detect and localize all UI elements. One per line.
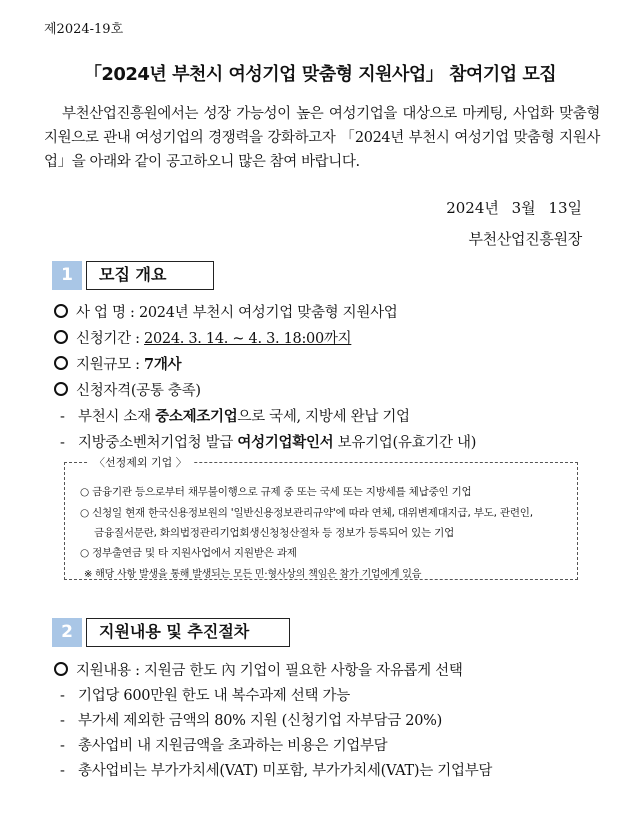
intro-paragraph: 부천산업진흥원에서는 성장 가능성이 높은 여성기업을 대상으로 마케팅, 사업화 맞춤형 지원으로 관내 여성기업의 경쟁력을 강화하고자 「2024년 부천시 여성기업 맞춤형 지원사업」을 아래와 같이 공고하오니 많은 참여 바랍니다. <box>44 106 600 170</box>
exclusion-item: ○ 금융기관 등으로부터 채무불이행으로 규제 중 또는 국세 또는 지방세를 체납중인 기업 <box>80 486 472 498</box>
qual2-post: 보유기업(유효기간 내) <box>337 435 477 451</box>
support-scale-row <box>54 353 181 374</box>
application-period-row <box>54 327 351 348</box>
document-title: 「2024년 부천시 여성기업 맞춤형 지원사업」 참여기업 모집 <box>83 64 557 85</box>
period-value: 2024. 3. 14. ~ 4. 3. 18:00까지 <box>144 331 352 347</box>
project-name-row <box>54 301 398 322</box>
content-label: 지원내용 : <box>76 663 140 679</box>
support-item: - 총사업비 내 지원금액을 초과하는 비용은 기업부담 <box>60 738 388 754</box>
circle-bullet-icon <box>54 330 68 344</box>
exclusion-note: ※ 해당 사항 발생을 통해 발생되는 모든 민·형사상의 책임은 참가 기업에게 있음 <box>84 569 422 580</box>
exclusion-title: 〈선정제외 기업 〉 <box>88 454 193 470</box>
qual1-bold: 중소제조기업 <box>155 409 238 425</box>
section-1-number: 1 <box>52 261 82 290</box>
support-item-text: 총사업비 내 지원금액을 초과하는 비용은 기업부담 <box>78 738 388 754</box>
project-label: 사 업 명 : <box>76 305 135 321</box>
exclusion-item: ○ 신청일 현재 한국신용정보원의 '일반신용정보관리규약'에 따라 연체, 대위변제대지급, 부도, 관련인, <box>80 507 533 519</box>
circle-bullet-icon <box>54 382 68 396</box>
support-content-row <box>54 659 463 680</box>
qual2-pre: 지방중소벤처기업청 발급 <box>78 435 234 451</box>
support-item-text: 부가세 제외한 금액의 80% 지원 (신청기업 자부담금 20%) <box>78 713 442 729</box>
support-item: - 부가세 제외한 금액의 80% 지원 (신청기업 자부담금 20%) <box>60 713 442 729</box>
support-item: - 기업당 600만원 한도 내 복수과제 선택 가능 <box>60 688 350 704</box>
qual1-post: 으로 국세, 지방세 완납 기업 <box>237 409 410 425</box>
qualification-item-2: - 지방중소벤처기업청 발급 여성기업확인서 보유기업(유효기간 내) <box>60 435 477 451</box>
document-number: 제2024-19호 <box>44 22 124 37</box>
exclusion-box <box>64 462 578 580</box>
scale-value: 7개사 <box>144 356 182 373</box>
support-item: - 총사업비는 부가가치세(VAT) 미포함, 부가가치세(VAT)는 기업부담 <box>60 763 493 779</box>
exclusion-item: ○ 정부출연금 및 타 지원사업에서 지원받은 과제 <box>80 547 297 559</box>
period-label: 신청기간 : <box>76 331 140 347</box>
circle-bullet-icon <box>54 662 68 676</box>
project-value: 2024년 부천시 여성기업 맞춤형 지원사업 <box>138 305 398 321</box>
qual1-pre: 부천시 소재 <box>78 409 151 425</box>
section-2-number: 2 <box>52 618 82 647</box>
section-1-title: 모집 개요 <box>86 261 214 290</box>
qualification-row <box>54 379 201 400</box>
exclusion-item: 금융질서문란, 화의법정관리기업회생신청청산절차 등 정보가 등록되어 있는 기업 <box>94 527 455 539</box>
section-2-title: 지원내용 및 추진절차 <box>86 618 290 647</box>
issuer-name: 부천산업진흥원장 <box>468 230 582 248</box>
circle-bullet-icon <box>54 304 68 318</box>
circle-bullet-icon <box>54 356 68 370</box>
content-value: 지원금 한도 內 기업이 필요한 사항을 자유롭게 선택 <box>144 663 463 679</box>
support-item-text: 총사업비는 부가가치세(VAT) 미포함, 부가가치세(VAT)는 기업부담 <box>78 763 493 779</box>
qualification-label: 신청자격(공통 충족) <box>76 383 201 399</box>
qualification-item-1: - 부천시 소재 중소제조기업으로 국세, 지방세 완납 기업 <box>60 409 410 425</box>
qual2-bold: 여성기업확인서 <box>237 435 334 451</box>
scale-label: 지원규모 : <box>76 357 140 373</box>
support-item-text: 기업당 600만원 한도 내 복수과제 선택 가능 <box>78 688 350 704</box>
announcement-date: 2024년 3월 13일 <box>446 199 582 217</box>
